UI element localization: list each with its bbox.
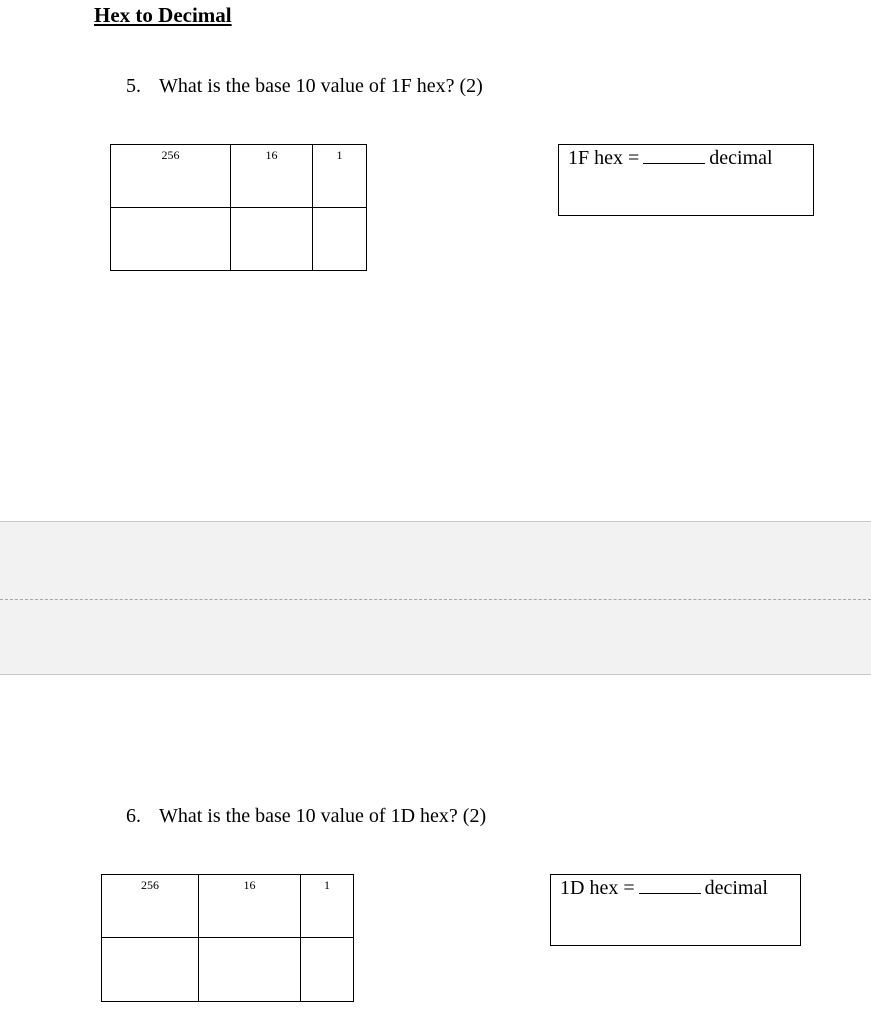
answer-blank[interactable] bbox=[643, 149, 705, 164]
place-value-table-q6 bbox=[101, 874, 354, 1002]
digit-cell-1[interactable] bbox=[301, 938, 354, 1002]
answer-suffix: decimal bbox=[709, 147, 773, 169]
question-text: What is the base 10 value of 1F hex? (2) bbox=[159, 75, 483, 97]
place-value-header-16: 16 bbox=[231, 145, 313, 208]
question-number: 5. bbox=[126, 75, 141, 97]
question-5 bbox=[126, 75, 483, 98]
answer-suffix: decimal bbox=[704, 877, 768, 899]
answer-prefix: 1F hex = bbox=[568, 147, 640, 169]
place-value-header-256: 256 bbox=[102, 875, 199, 938]
place-value-header-1: 1 bbox=[313, 145, 367, 208]
page-break-line bbox=[0, 599, 871, 600]
section-heading: Hex to Decimal bbox=[94, 3, 232, 27]
place-value-header-256: 256 bbox=[111, 145, 231, 208]
digit-cell-16[interactable] bbox=[231, 208, 313, 271]
page-break-band bbox=[0, 521, 871, 675]
answer-box-q5 bbox=[558, 144, 814, 216]
digit-cell-1[interactable] bbox=[313, 208, 367, 271]
place-value-table-q5 bbox=[110, 144, 367, 271]
digit-cell-256[interactable] bbox=[102, 938, 199, 1002]
answer-prefix: 1D hex = bbox=[560, 877, 635, 899]
answer-blank[interactable] bbox=[639, 879, 701, 894]
question-number: 6. bbox=[126, 805, 141, 827]
digit-cell-256[interactable] bbox=[111, 208, 231, 271]
place-value-header-1: 1 bbox=[301, 875, 354, 938]
question-6 bbox=[126, 805, 486, 828]
question-text: What is the base 10 value of 1D hex? (2) bbox=[159, 805, 487, 827]
answer-box-q6 bbox=[550, 874, 801, 946]
digit-cell-16[interactable] bbox=[199, 938, 301, 1002]
place-value-header-16: 16 bbox=[199, 875, 301, 938]
